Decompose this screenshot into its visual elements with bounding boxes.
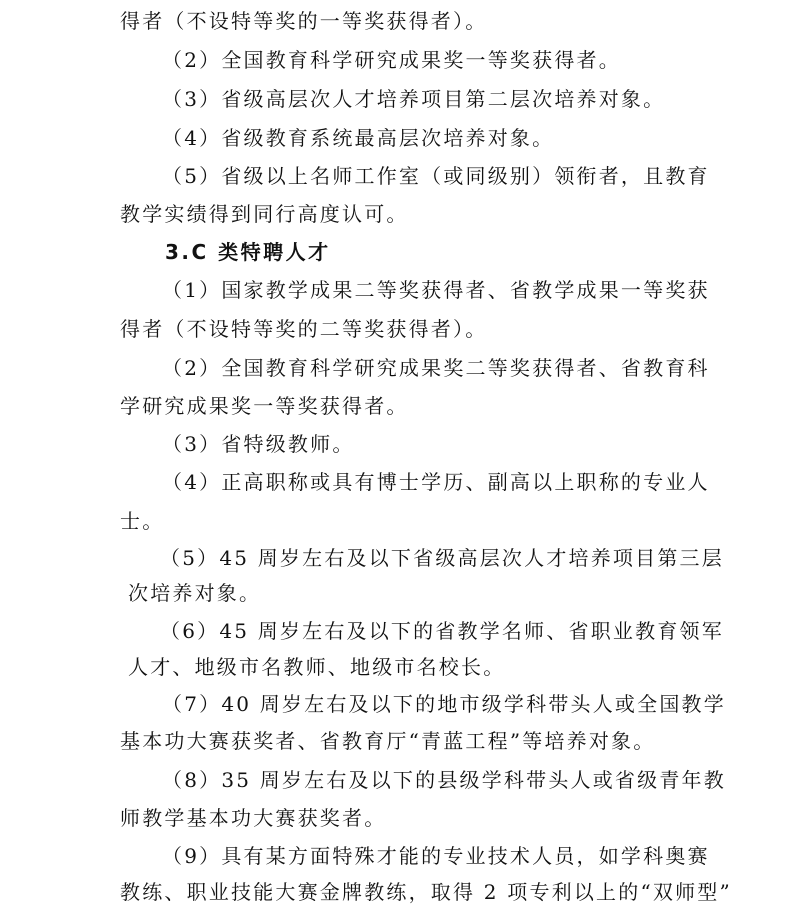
text-line: 次培养对象。 — [128, 581, 262, 605]
text-line: （8）35 周岁左右及以下的县级学科带头人或省级青年教 — [162, 768, 726, 792]
text-line: （2）全国教育科学研究成果奖一等奖获得者。 — [162, 48, 621, 72]
text-line: （7）40 周岁左右及以下的地市级学科带头人或全国教学 — [162, 692, 726, 716]
text-line: 得者（不设特等奖的二等奖获得者）。 — [120, 317, 488, 341]
text-line: （5）省级以上名师工作室（或同级别）领衔者，且教育 — [162, 164, 710, 188]
text-line: （1）国家教学成果二等奖获得者、省教学成果一等奖获 — [162, 278, 710, 302]
text-line: 教学实绩得到同行高度认可。 — [120, 202, 409, 226]
text-line: （3）省特级教师。 — [162, 432, 355, 456]
text-line: （4）正高职称或具有博士学历、副高以上职称的专业人 — [162, 470, 710, 494]
text-line: 师教学基本功大赛获奖者。 — [120, 806, 387, 830]
text-line: 人才、地级市名教师、地级市名校长。 — [128, 655, 506, 679]
text-line: 基本功大赛获奖者、省教育厅“青蓝工程”等培养对象。 — [120, 729, 656, 753]
text-line: （3）省级高层次人才培养项目第二层次培养对象。 — [162, 87, 666, 111]
text-line: 士。 — [120, 509, 165, 533]
text-line: （5）45 周岁左右及以下省级高层次人才培养项目第三层 — [160, 546, 724, 570]
text-line: （2）全国教育科学研究成果奖二等奖获得者、省教育科 — [162, 356, 710, 380]
text-line: （4）省级教育系统最高层次培养对象。 — [162, 126, 555, 150]
text-line: 学研究成果奖一等奖获得者。 — [120, 394, 409, 418]
text-line: （6）45 周岁左右及以下的省教学名师、省职业教育领军 — [160, 619, 724, 643]
text-line: （9）具有某方面特殊才能的专业技术人员，如学科奥赛 — [162, 844, 710, 868]
section-heading: 3.C 类特聘人才 — [165, 240, 331, 264]
text-line: 教练、职业技能大赛金牌教练，取得 2 项专利以上的“双师型” — [120, 880, 732, 904]
text-line: 得者（不设特等奖的一等奖获得者）。 — [120, 9, 488, 33]
